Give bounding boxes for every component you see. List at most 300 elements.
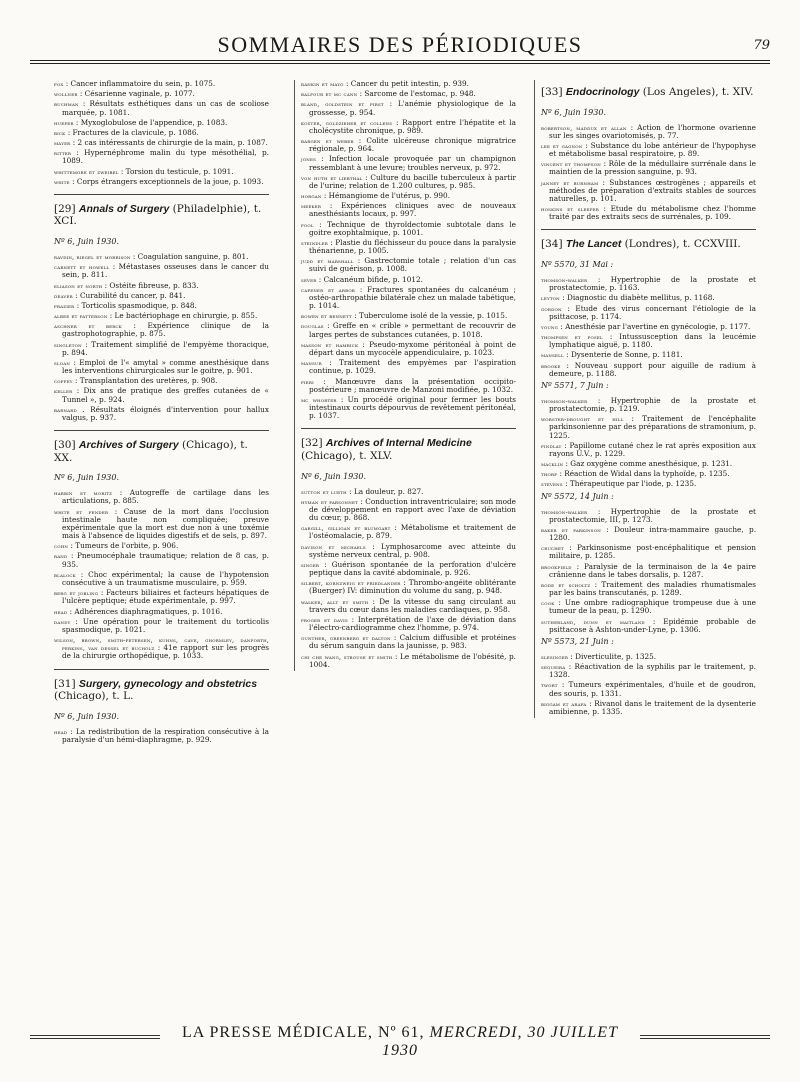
article-authors: ritter [54, 149, 72, 158]
article-authors: mayer [54, 139, 71, 148]
journal-number: [31] [54, 677, 79, 690]
article-authors: froger et davis [301, 615, 348, 624]
article-entry [541, 351, 756, 359]
article-authors: hoskins et sleeper [541, 205, 599, 214]
article-entry [54, 302, 269, 310]
article-authors: rand [54, 552, 68, 561]
article-authors: cook [541, 599, 555, 608]
article-title: : Dix ans de pratique des greffes cutanées de « Tunnel », p. 924. [62, 386, 269, 404]
article-authors: sever [301, 275, 317, 284]
journal-name: The Lancet [565, 238, 622, 251]
article-title: : Fractures spontanées du calcanéum ; ostéo-arthropathie bilatérale chez un malade tabétique, p. 1014. [309, 284, 516, 311]
article-title: : Tumeurs expérimentales, d'huile et de goudron, des souris, p. 1331. [549, 680, 756, 698]
article-entry [541, 276, 756, 292]
article-title: : Torticolis spasmodique, p. 848. [74, 300, 197, 310]
article-title: : Cause de la mort dans l'occlusion intestinale haute non compliquée; preuve expérimentale que la mort est due non à une toxémie mais à l'absence de liquides digestifs et de sels, p. 897. [62, 506, 269, 541]
article-authors: bland, goldstein et first [301, 100, 384, 109]
article-authors: harbin et moritz [54, 489, 113, 498]
journal-heading-34 [541, 238, 756, 251]
journal-place: (Philadelphie), t. XCI. [54, 202, 262, 228]
article-title: : La douleur, p. 827. [346, 486, 424, 496]
article-title: : Lymphosarcome avec atteinte du système nerveux central, p. 908. [309, 541, 517, 559]
article-title: : Dysenterie de Sonne, p. 1181. [563, 350, 683, 360]
article-title: : Substances œstrogènes ; appareils et méthodes de préparation d'extraits stables de sources naturelles, p. 101. [549, 177, 756, 203]
separator [301, 428, 516, 429]
article-entry [54, 728, 269, 744]
article-entry [541, 599, 756, 615]
article-title: : Autogreffe de cartilage dans les articulations, p. 885. [62, 488, 269, 506]
journal-heading-29 [54, 203, 269, 228]
article-title: : Rivanol dans le traitement de la dysenterie amibienne, p. 1335. [549, 698, 757, 716]
article-entry [541, 160, 756, 176]
article-title: : Etude des virus concernant l'étiologie de la psittacose, p. 1174. [549, 303, 756, 321]
article-authors: mc whorter [301, 395, 337, 404]
article-authors: douglas [301, 322, 324, 331]
article-title: : De la vitesse du sang circulant au travers du cœur dans les maladies cardiaques, p. 958. [309, 596, 516, 614]
article-entry [54, 149, 269, 165]
article-entry [541, 305, 756, 321]
article-entry [54, 377, 269, 385]
article-authors: thorp [541, 470, 558, 479]
entry-list [541, 124, 756, 222]
article-entry [54, 618, 269, 634]
footer-rule-right [640, 1035, 770, 1039]
article-title: : Expériences cliniques avec de nouveaux anesthésiants locaux, p. 997. [309, 201, 516, 219]
article-title: : Diagnostic du diabète mellitus, p. 1168. [559, 293, 715, 303]
article-authors: aschner et berck [54, 322, 122, 331]
article-authors: keller [54, 387, 73, 396]
journal-place: (Chicago), t. L. [54, 690, 134, 703]
article-entry [54, 90, 269, 98]
article-authors: baker et parkinson [541, 525, 601, 534]
article-authors: sutherland, dunn et maitland [541, 617, 645, 626]
entry-list [301, 80, 516, 420]
article-entry [541, 544, 756, 560]
article-authors: mansur [301, 359, 322, 368]
footer-text [170, 1024, 630, 1060]
article-entry [541, 470, 756, 478]
issue-label: Nº 6, Juin 1930. [54, 711, 119, 721]
journal-place: (Londres), t. CCXVIII. [621, 238, 741, 251]
article-authors: head [54, 607, 68, 616]
article-authors: gargill, gilligan et blumgart [301, 524, 391, 533]
journal-number: [33] [541, 86, 566, 98]
article-title: : Gastrectomie totale ; relation d'un cas suivi de guérison, p. 1008. [309, 256, 516, 274]
article-entry [54, 359, 269, 375]
article-title: : Réaction de Widal dans la typhoïde, p. 1235. [557, 469, 730, 479]
article-authors: biggam et arafa [541, 699, 587, 708]
journal-number: [34] [541, 238, 566, 251]
journal-number: [30] [54, 439, 79, 452]
article-title: : Infection locale provoquée par un champignon ressemblant à une levure; troubles nerveux, p. 972. [309, 154, 516, 172]
issue-label: Nº 6, Juin 1930. [301, 471, 366, 481]
article-entry [301, 202, 516, 218]
article-title: : 2 cas intéressants de chirurgie de la main, p. 1087. [70, 138, 268, 148]
article-authors: cohn [54, 542, 69, 551]
article-authors: thompsen et posel [541, 333, 603, 342]
article-entry [541, 397, 756, 413]
article-authors: white et fender [54, 507, 109, 516]
article-authors: brookfield [541, 562, 572, 571]
article-authors: koster, goldzieher et collens [301, 118, 393, 127]
article-entry [541, 700, 756, 716]
article-authors: dandy [54, 617, 71, 626]
article-entry [54, 282, 269, 290]
entry-list [301, 488, 516, 669]
page-title: SOMMAIRES DES PÉRIODIQUES [217, 32, 583, 57]
article-entry [54, 406, 269, 422]
article-authors: silbert, kornzweig et friedlander [301, 579, 401, 588]
article-title: : Hypertrophie de la prostate et prostatectomie, III, p. 1273. [549, 506, 756, 524]
article-entry [54, 542, 269, 550]
article-entry [541, 362, 756, 378]
issue-label: Nº 6, Juin 1930. [54, 237, 119, 247]
article-entry [541, 323, 756, 331]
journal-name: Surgery, gynecology and obstetrics [78, 677, 258, 690]
journal-name: Annals of Surgery [78, 202, 170, 215]
journal-place: (Chicago), t. XX. [54, 439, 248, 464]
article-title: : Tuberculome isolé de la vessie, p. 1015. [351, 311, 508, 321]
article-title: : Calcanéum bifide, p. 1012. [316, 274, 423, 284]
article-entry [301, 498, 516, 523]
article-authors: thomson-walker [541, 507, 588, 516]
article-entry [301, 634, 516, 650]
article-authors: jones [301, 155, 317, 164]
article-entry [54, 119, 269, 127]
separator [541, 229, 756, 230]
article-authors: masson et hamrick [301, 340, 359, 349]
article-authors: bick [54, 128, 66, 137]
article-entry [301, 155, 516, 171]
article-title: : Traitement des empyèmes par l'aspiration continue, p. 1029. [309, 358, 516, 376]
article-title: : Papillome cutané chez le rat après exposition aux rayons U.V., p. 1229. [549, 440, 756, 458]
article-authors: stevens [541, 480, 563, 489]
issue-label: Nº 5572, 14 Juin : [541, 491, 614, 501]
article-authors: findlay [541, 441, 562, 450]
article-entry [54, 253, 269, 261]
article-title: : Ostéite fibreuse, p. 833. [102, 280, 199, 290]
article-title: : Réactivation de la syphilis par le traitement, p. 1328. [549, 662, 756, 680]
article-title: : Action de l'hormone ovarienne sur les singes ovariotomisés, p. 77. [549, 122, 757, 140]
column-3 [534, 80, 756, 718]
column-2 [294, 80, 516, 671]
article-authors: steindler [301, 238, 329, 247]
article-title: : Sarcome de l'estomac, p. 948. [357, 89, 476, 99]
article-authors: sloan [54, 358, 71, 367]
article-authors: hyman et parsonnet [301, 497, 358, 506]
article-entry [301, 378, 516, 394]
article-entry [301, 579, 516, 595]
article-authors: walker, allt et smith [301, 597, 369, 606]
article-title: : Nouveau support pour aiguille de radium à demeure, p. 1188. [549, 360, 756, 378]
page-footer [30, 1022, 770, 1059]
journal-place: (Chicago), t. XLV. [301, 449, 393, 462]
article-entry [54, 608, 269, 616]
separator [54, 669, 269, 670]
article-entry [54, 571, 269, 587]
journal-number: [29] [54, 202, 79, 215]
article-title: : Pneumocéphale traumatique; relation de 8 cas, p. 935. [62, 551, 269, 569]
article-entry [54, 322, 269, 338]
article-authors: blalock [54, 570, 76, 579]
article-title: : Torsion du testicule, p. 1091. [118, 166, 234, 176]
article-authors: fieri [301, 377, 314, 386]
article-title: : Thérapeutique par l'iode, p. 1235. [562, 479, 697, 489]
article-title: : Rapport entre l'hépatite et la cholécystite chronique, p. 989. [309, 117, 516, 135]
article-title: : Gaz oxygène comme anesthésique, p. 1231. [563, 459, 733, 469]
article-entry [541, 653, 756, 661]
article-authors: thomson-walker [541, 396, 588, 405]
article-entry [301, 341, 516, 357]
article-authors: head [54, 727, 68, 736]
article-authors: ravdin, riegel et morrison [54, 253, 131, 262]
article-entry [54, 139, 269, 147]
article-authors: carnett et howell [54, 263, 110, 272]
article-authors: worster-drought et hill [541, 415, 624, 424]
article-title: : Epidémie probable de psittacose à Ashton-under-Lyne, p. 1306. [549, 616, 757, 634]
article-entry [541, 442, 756, 458]
article-authors: buchman [54, 100, 79, 109]
article-title: : Technique de thyroïdectomie subtotale dans le goitre exophtalmique, p. 1001. [309, 219, 516, 237]
article-entry [301, 221, 516, 237]
article-entry [541, 480, 756, 488]
entry-list [541, 397, 756, 489]
article-entry [301, 543, 516, 559]
article-title: : Anesthésie par l'avertine en gynécologie, p. 1177. [558, 321, 751, 331]
entry-list [54, 489, 269, 660]
article-entry [301, 174, 516, 190]
article-authors: vincent et thompson [541, 160, 601, 169]
journal-place: (Los Angeles), t. XIV. [639, 86, 754, 98]
article-entry [541, 618, 756, 634]
journal-heading-32 [301, 437, 516, 462]
article-title: : Rôle de la médullaire surrénale dans le maintien de la pression sanguine, p. 93. [549, 159, 756, 177]
article-entry [301, 322, 516, 338]
article-authors: bode et scholtz [541, 580, 591, 589]
article-title: : Emploi de l'« amytal » comme anesthésique dans les interventions chirurgicales sur le goitre, p. 901. [62, 357, 269, 376]
article-title: : Facteurs biliaires et facteurs hépatiques de l'ulcère peptique; étude expérimentale, p. 997. [62, 588, 269, 606]
separator [54, 194, 269, 195]
article-authors: mansell [541, 351, 564, 360]
article-authors: gunther, greenberg et dalton [301, 634, 391, 643]
journal-name: Archives of Surgery [78, 439, 179, 452]
article-title: : Manœuvre dans la présentation occipito-postérieure ; manœuvre de Manzoni modifiée, p. 1032. [309, 376, 516, 394]
article-title: : Culture du bacille tuberculeux à partir de l'urine; relation de 1.200 cultures, p. 985. [309, 172, 516, 190]
article-title: : Le bactériophage en chirurgie, p. 855. [107, 311, 258, 321]
article-authors: pool [301, 220, 314, 229]
article-title: : Métabolisme et traitement de l'ostéomalacie, p. 879. [309, 523, 516, 541]
article-title: : Traitement simplifié de l'empyème thoracique, p. 894. [62, 339, 269, 357]
article-authors: singer [301, 560, 320, 569]
article-entry [54, 178, 269, 186]
footer-rule-left [30, 1035, 160, 1039]
article-title: : Cancer du petit intestin, p. 939. [343, 79, 470, 88]
article-title: : Le métabolisme de l'obésité, p. 1004. [309, 651, 516, 669]
article-authors: barnard [54, 405, 77, 414]
article-authors: judd et marshall [301, 257, 354, 266]
article-entry [54, 589, 269, 605]
article-title: : Coagulation sanguine, p. 801. [130, 252, 249, 262]
article-entry [54, 508, 269, 541]
article-title: : Greffe en « crible » permettant de recouvrir de larges pertes de substances cutanées, p. 1018. [309, 321, 516, 339]
publication-name: LA PRESSE MÉDICALE, Nº 61, [182, 1024, 430, 1041]
entry-list [54, 728, 269, 744]
article-authors: white [54, 177, 70, 186]
issue-label: Nº 6, Juin 1930. [541, 107, 606, 117]
article-title: : Expérience clinique de la gastrophotographie, p. 875. [62, 321, 269, 339]
article-title: : Traitement des maladies rhumatismales par les bains transcutanés, p. 1289. [549, 579, 756, 598]
header-rule [30, 60, 770, 64]
article-title: : L'anémie physiologique de la grossesse, p. 954. [309, 99, 517, 117]
article-authors: balfour et mc cann [301, 90, 358, 99]
article-title: : 41e rapport sur les progrès de la chirurgie orthopédique, p. 1033. [62, 643, 270, 661]
journal-heading-31 [54, 678, 269, 703]
article-entry [541, 142, 756, 158]
article-entry [54, 387, 269, 403]
article-title: : Guérison spontanée de la perforation d'ulcère peptique dans la cavité abdominale, p. 926. [309, 559, 516, 578]
article-title: : Substance du lobe antérieur de l'hypophyse et métabolisme basal respiratoire, p. 89. [549, 140, 756, 159]
article-title: : Hémangiome de l'utérus, p. 990. [321, 191, 451, 201]
article-entry [54, 636, 269, 661]
article-entry [541, 333, 756, 349]
article-entry [301, 276, 516, 284]
issue-label: Nº 5570, 31 Mai : [541, 260, 614, 270]
column-1 [54, 80, 269, 746]
article-title: : Etude du métabolisme chez l'homme traité par des extraits secs de surrénales, p. 109. [549, 204, 756, 222]
article-title: : Thrombo-angéite oblitérante (Buerger) IV: diminution du volume du sang, p. 948. [309, 578, 516, 596]
entry-list [541, 276, 756, 378]
article-title: : Traitement de l'encéphalite parkinsonienne par des préparations de stramonium, p. 1225. [549, 414, 756, 440]
article-entry [301, 488, 516, 496]
article-title: : Transplantation des uretères, p. 908. [72, 376, 218, 386]
article-entry [301, 80, 516, 88]
article-entry [541, 526, 756, 542]
article-title: : Résultats esthétiques dans un cas de scoliose marquée, p. 1081. [62, 99, 269, 117]
article-authors: sutton et lueth [301, 487, 347, 496]
article-title: : Césarienne vaginale, p. 1077. [77, 89, 195, 99]
article-authors: young [541, 322, 558, 331]
article-entry [301, 598, 516, 614]
article-authors: horgan [301, 192, 322, 201]
article-authors: von huth et liebthal [301, 173, 363, 182]
article-authors: twort [541, 681, 558, 690]
article-authors: eliason et north [54, 281, 103, 290]
article-title: : Adhérences diaphragmatiques, p. 1016. [67, 606, 223, 616]
article-authors: whittemore et zweibel [54, 167, 119, 176]
article-entry [301, 100, 516, 116]
article-entry [301, 561, 516, 577]
article-authors: brooke [541, 361, 561, 370]
issue-label: Nº 5573, 21 Juin : [541, 636, 614, 646]
article-authors: rankin et mayo [301, 80, 344, 88]
page-header [30, 30, 770, 64]
article-authors: thomson-walker [541, 275, 588, 284]
article-title: : Parkinsonisme post-encéphalitique et pension militaire, p. 1285. [549, 543, 756, 561]
article-entry [54, 80, 269, 88]
article-title: : Une opération pour le traitement du torticolis spasmodique, p. 1021. [62, 616, 269, 634]
article-entry [54, 552, 269, 568]
article-title: : Un procédé original pour fermer les bouts intestinaux courts dépourvus de revêtement péritonéal, p. 1037. [309, 394, 516, 421]
journal-name: Endocrinology [565, 86, 640, 98]
article-entry [541, 663, 756, 679]
article-authors: coffey [54, 377, 73, 386]
journal-heading-33 [541, 86, 756, 99]
article-entry [541, 681, 756, 697]
article-entry [301, 524, 516, 540]
article-entry [301, 359, 516, 375]
article-authors: slesinger [541, 652, 569, 661]
article-entry [301, 239, 516, 255]
article-authors: lee et gagnon [541, 141, 583, 150]
article-entry [54, 263, 269, 279]
article-authors: deaver [54, 291, 73, 300]
entry-list [541, 653, 756, 716]
article-authors: bowen et bennett [301, 312, 352, 321]
article-entry [301, 653, 516, 669]
article-entry [541, 563, 756, 579]
journal-name: Archives of Internal Medicine [325, 437, 472, 450]
article-authors: chi che wang, strouse et smith [301, 652, 393, 661]
article-entry [301, 286, 516, 311]
article-title: : Corps étrangers exceptionnels de la joue, p. 1093. [69, 176, 264, 186]
article-authors: gordon [541, 304, 562, 313]
article-authors: bargen et weber [301, 137, 354, 146]
article-title: : Colite ulcéreuse chronique migratrice régionale, p. 964. [309, 136, 516, 154]
article-title: : Paralysie de la terminaison de la 4e paire crânienne dans le tabes dorsalis, p. 1287. [549, 561, 756, 579]
article-title: : Tumeurs de l'orbite, p. 906. [68, 541, 179, 551]
article-entry [54, 168, 269, 176]
article-authors: cruchet [541, 544, 564, 553]
article-authors: berg et jobling [54, 589, 99, 598]
article-title: : Hypernéphrome malin du type mésothélial, p. 1089. [62, 148, 269, 166]
article-entry [541, 205, 756, 221]
article-entry [301, 257, 516, 273]
article-entry [301, 312, 516, 320]
article-title: : Fractures de la clavicule, p. 1086. [65, 127, 199, 137]
article-title: : Hypertrophie de la prostate et prostatectomie, p. 1219. [549, 395, 756, 413]
article-entry [541, 460, 756, 468]
article-title: . Résultats éloignés d'intervention pour hallux valgus, p. 937. [62, 404, 269, 422]
article-title: : Douleur intra-mammaire gauche, p. 1280. [549, 524, 757, 543]
article-authors: robertson, maddux et allan [541, 123, 627, 132]
article-entry [301, 119, 516, 135]
article-authors: davison et michaels [301, 542, 366, 551]
article-title: : Pseudo-myxome péritonéal à point de départ dans un mycocèle appendiculaire, p. 1023. [309, 339, 516, 357]
article-authors: macklin [541, 460, 564, 469]
issue-label: Nº 5571, 7 Juin : [541, 380, 609, 390]
article-entry [54, 341, 269, 357]
article-title: : Calcium diffusible et protéines du sérum sanguin dans la jaunisse, p. 983. [309, 633, 516, 651]
article-entry [301, 396, 516, 421]
entry-list [54, 253, 269, 422]
article-authors: hueper [54, 118, 74, 127]
entry-list [541, 508, 756, 634]
article-title: : Myxoglobulose de l'appendice, p. 1083. [73, 117, 228, 127]
article-entry [541, 415, 756, 440]
article-authors: singleton [54, 340, 82, 349]
article-title: : Métastases osseuses dans le cancer du sein, p. 811. [62, 262, 270, 280]
article-authors: sequeira [541, 663, 566, 672]
article-entry [541, 508, 756, 524]
article-title: : Cancer inflammatoire du sein, p. 1075. [63, 79, 216, 88]
article-entry [301, 616, 516, 632]
article-authors: fox [54, 80, 64, 88]
article-authors: janney et burnham [541, 178, 599, 187]
article-entry [54, 100, 269, 116]
issue-date: MERCREDI, 30 JUILLET 1930 [382, 1024, 618, 1059]
article-authors: frazier [54, 301, 75, 310]
article-entry [301, 90, 516, 98]
